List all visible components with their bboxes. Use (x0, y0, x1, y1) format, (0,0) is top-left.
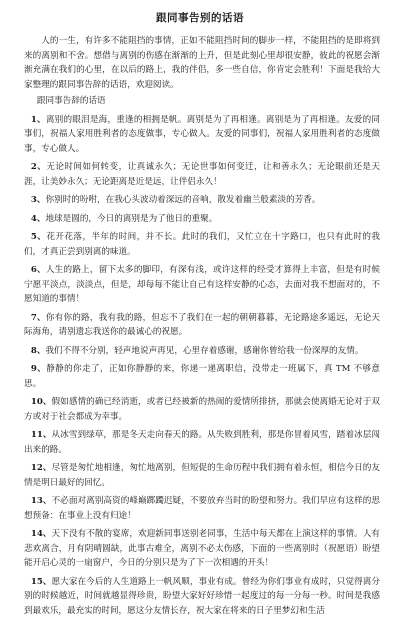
item-number: 8、 (30, 345, 46, 356)
item-text: 静静的你走了，正如你静静的来，你递一递离职信，没带走一班属下，真 TM 不够意思。 (24, 364, 381, 389)
list-item (24, 311, 380, 340)
item-number: 9、 (30, 364, 47, 374)
item-text: 从冰雪到绿草，那是冬天走向春天的路。从失败到胜利，那是你冒着风雪，踏着冰层闯出来的路。 (24, 430, 380, 455)
intro-paragraph: 人的一生，有许多不能阻挡的事情，正如不能阻挡时间的脚步一样，不能阻挡的是即将到来的离别和不舍。想借与离别的伤感在渐渐的上升，但是此刻心里却很安静，彼此的祝愿会渐渐充满在我们的心里，在以后的路上，我的伴侣，多一些自信，你肯定会胜利！下面是我给大家整理的跟同事告辞的话语，欢迎阅读。 (24, 36, 380, 90)
item-text: 我们不得不分别，轻声地说声再见，心里存着感谢，感谢你曾给我一份深厚的友情。 (45, 345, 364, 356)
item-text: 地球是圆的，今日的离别是为了他日的重聚。 (45, 213, 218, 224)
item-text: 人生的路上，留下太多的脚印，有深有浅，或许这样的经受才算得上丰富，但是有时候宁愿平淡点，淡淡点，但是，却每每不能让自己有这样安静的心态，去面对我不想面对的，不愿知道的事情！ (24, 265, 380, 304)
list-item (24, 344, 380, 359)
list-item (24, 395, 380, 424)
list-item (24, 212, 380, 227)
list-item (24, 428, 380, 457)
item-text: 离别的眼泪是海，重逢的相拥是帆。离别是为了再相逢。离别是为了再相逢。友爱的同事们，祝福人家用胜利者的态度做事，专心做人。友爱的同事们，祝福人家用胜利者的态度做事，专心做人。 (24, 114, 380, 154)
list-item (24, 193, 380, 208)
item-number: 5、 (30, 232, 47, 242)
list-item (24, 362, 380, 391)
item-text: 不必面对离别高资的峰巅踯躅迟疑，不要放弃当时的盼望和努力。我们早应有这样的思想预备：在事业上没有归途！ (24, 496, 380, 521)
item-text: 假如感情的确已经消逝，或者已经被新的热闹的爱情所排挤，那就会使离婚无论对于双方或对于社会都成为幸事。 (24, 397, 380, 422)
item-number: 1、 (30, 114, 46, 125)
item-text: 无论时间如何转变，让真诚永久；无论世事如何变迁，让和善永久；无论眼前还是天涯，让美妙永久；无论距离是近是远，让伴侣永久！ (24, 162, 380, 187)
document-body (24, 34, 380, 622)
item-text: 你有你的路，我有我的路，但忘不了我们在一起的朝朝暮暮，无论路途多遥远，无论天际海角，请别遗忘我送你的最诚心的祝愿。 (24, 312, 380, 337)
item-number: 15、 (30, 576, 52, 587)
item-number: 11、 (30, 430, 52, 440)
list-item (24, 461, 380, 490)
item-text: 天下没有不散的宴席，欢迎新同事送别老同事，生活中每天都在上演这样的事情。人有悲欢离合，月有阴晴圆缺，此事古难全，离别不必太伤感，下面的一些离别时（祝愿语）盼望能开启心灵的一扇窗户，今日的分别只是为了下一次相遇的开头！ (24, 529, 380, 568)
item-number: 4、 (30, 213, 46, 224)
item-number: 14、 (30, 529, 52, 539)
item-text: 花开花落，半年的时间，并不长。此时的我们，又忙立在十字路口，也只有此时的我们，才真正尝到别离的味道。 (24, 232, 380, 257)
section-subheading: 跟同事告辞的话语 (36, 96, 106, 106)
list-item (24, 494, 380, 523)
item-list (24, 113, 380, 619)
item-number: 3、 (30, 195, 46, 205)
list-item (24, 263, 380, 307)
list-item (24, 230, 380, 259)
page-title: 跟同事告别的话语 (156, 12, 244, 24)
item-number: 2、 (30, 162, 47, 172)
item-number: 13、 (30, 496, 52, 506)
item-number: 12、 (30, 463, 52, 473)
item-number: 10、 (30, 397, 52, 407)
item-number: 6、 (30, 265, 46, 275)
list-item (24, 575, 380, 619)
list-item (24, 113, 380, 157)
item-number: 7、 (30, 312, 46, 323)
item-text: 愿大家在今后的人生道路上一帆风顺，事业有成。曾经为你们事业有成时，只觉得离分别的时候越近，时间就越显得珍贵，盼望大家好好珍惜一起度过的每一分每一秒。时间是我感到最欢乐，最充实的时间，愿这分友情长存，祝大家在将来的日子里梦幻和生活 (24, 576, 380, 616)
item-text: 尽管是匆忙地相逢，匆忙地离别，但短促的生命历程中我们拥有着永恒，相信今日的友情是明日最好的回忆。 (24, 463, 380, 488)
item-text: 你别时的吩咐，在我心头波动着深远的音响，散发着幽兰般素淡的芳香。 (45, 195, 321, 205)
list-item (24, 160, 380, 189)
list-item (24, 527, 380, 571)
